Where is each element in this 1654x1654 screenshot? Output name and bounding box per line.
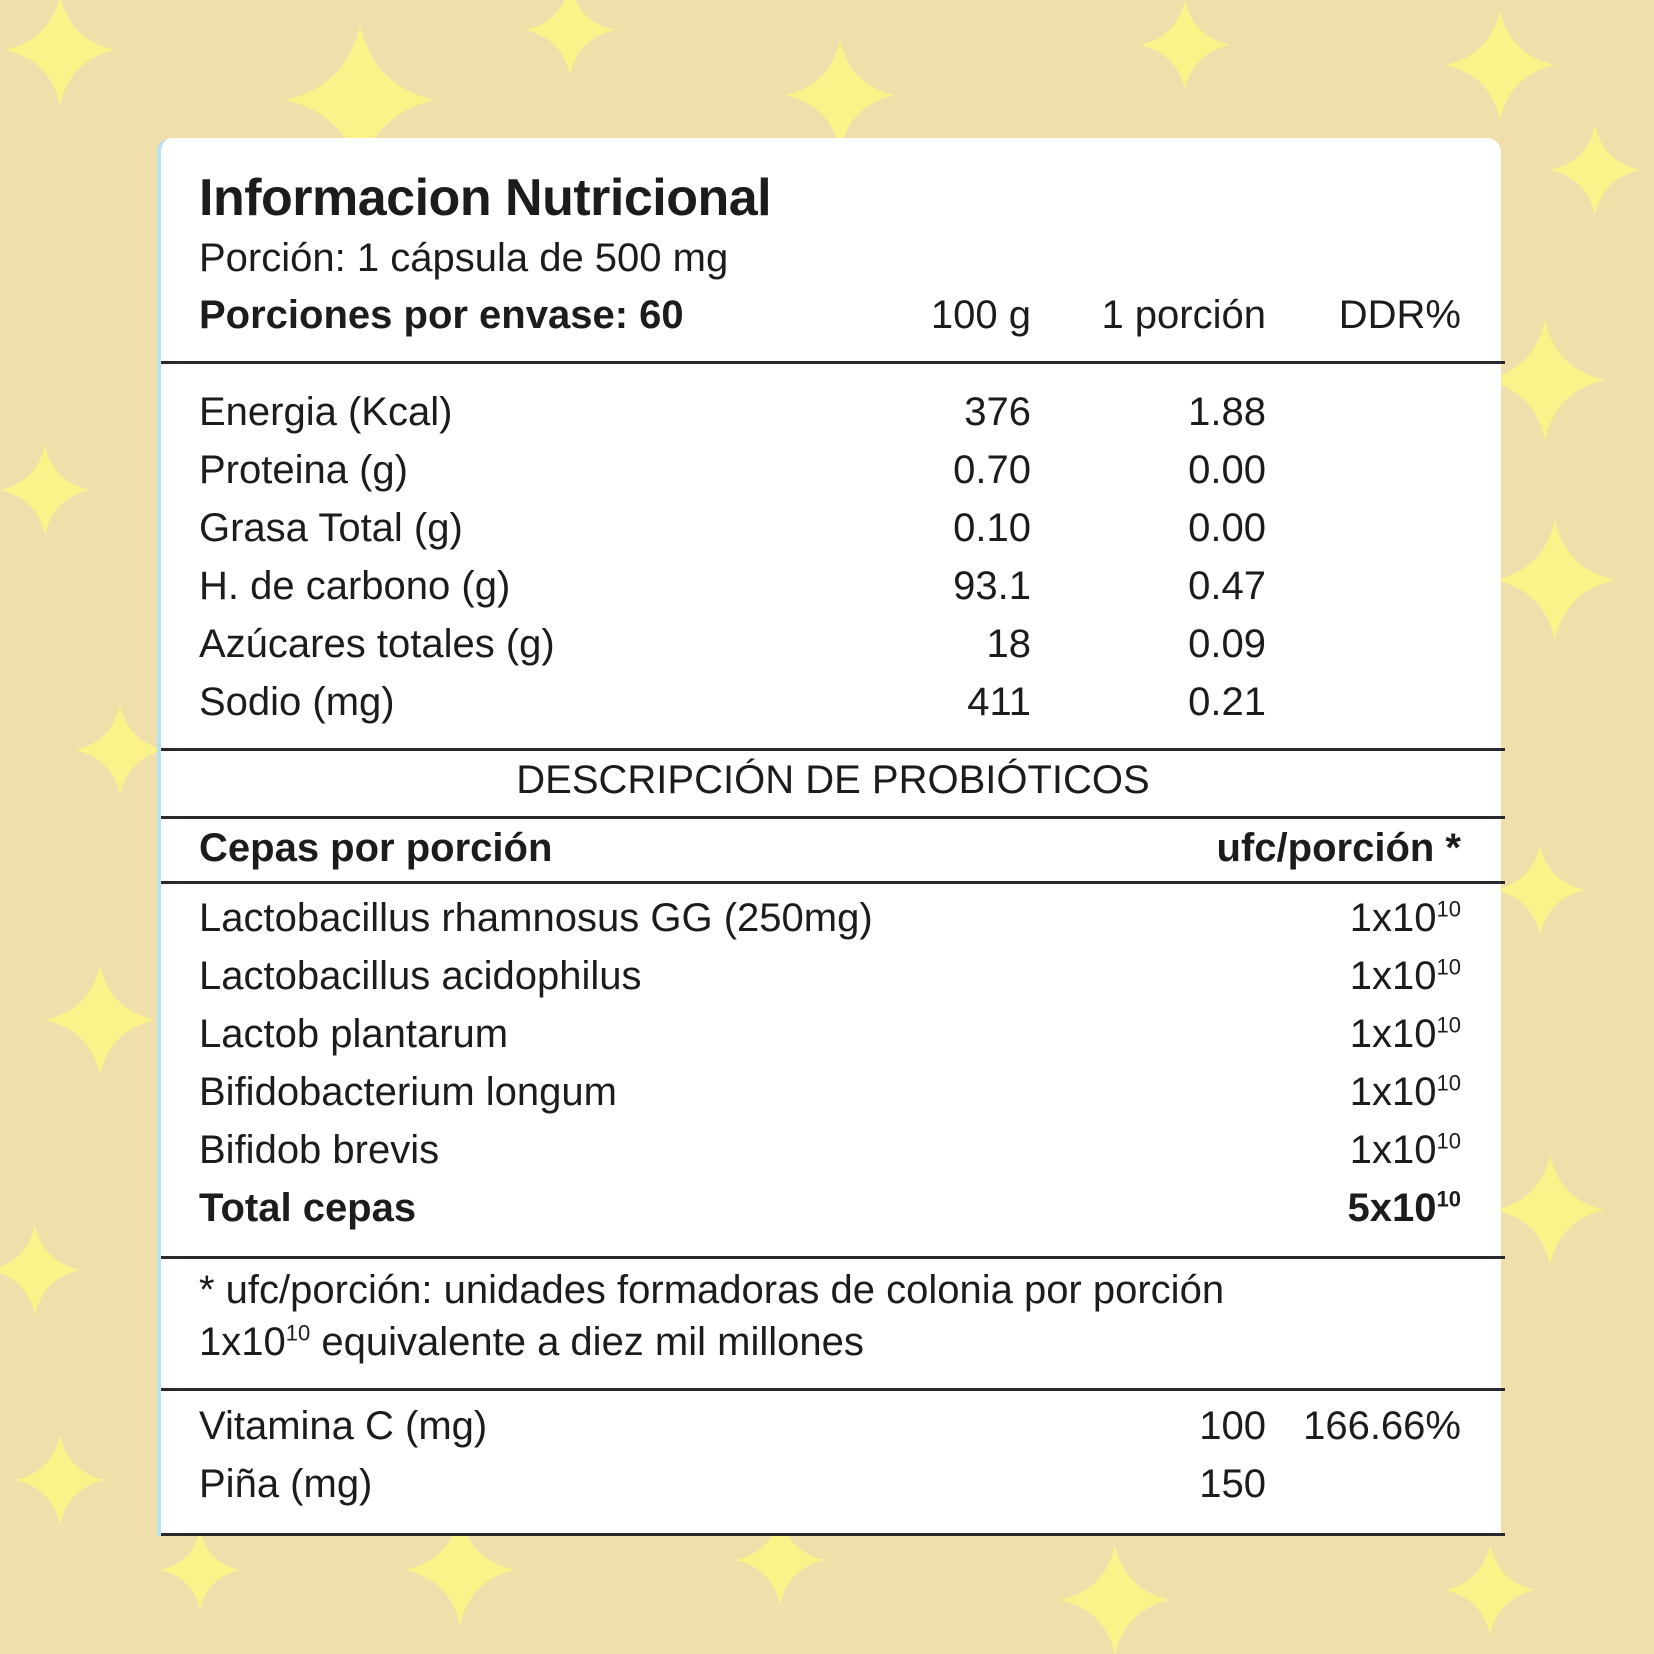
sparkle-icon xyxy=(1140,0,1230,90)
row-label-sugars: Azúcares totales (g) xyxy=(199,622,555,666)
sparkle-icon xyxy=(0,445,90,535)
total-strains-label: Total cepas xyxy=(199,1186,417,1230)
sparkle-icon xyxy=(75,705,165,795)
sparkle-icon xyxy=(1060,1545,1170,1654)
sparkle-icon xyxy=(0,1225,80,1315)
nutrition-title: Informacion Nutricional xyxy=(199,169,772,227)
row-100g-energy: 376 xyxy=(964,390,1031,434)
column-header-ddr: DDR% xyxy=(1338,293,1461,337)
strain-label: Lactobacillus rhamnosus GG (250mg) xyxy=(199,896,873,940)
sparkle-icon xyxy=(1550,125,1640,215)
strain-value: $1x10^{10}$ xyxy=(1349,1070,1461,1114)
sparkle-icon xyxy=(1495,845,1585,935)
probiotics-heading: DESCRIPCIÓN DE PROBIÓTICOS xyxy=(516,758,1150,802)
divider xyxy=(161,1533,1505,1536)
row-label-sodium: Sodio (mg) xyxy=(199,680,395,724)
extra-portion-vitamin-c: 100 xyxy=(1199,1404,1266,1448)
column-header-portion: 1 porción xyxy=(1101,293,1266,337)
extra-portion-pineapple: 150 xyxy=(1199,1462,1266,1506)
sparkle-icon xyxy=(525,0,615,75)
row-label-carbs: H. de carbono (g) xyxy=(199,564,511,608)
sparkle-icon xyxy=(1495,1155,1605,1265)
sparkle-icon xyxy=(5,0,115,105)
row-portion-sugars: 0.09 xyxy=(1188,622,1266,666)
sparkle-icon xyxy=(160,1530,240,1610)
strain-value: $1x10^{10}$ xyxy=(1349,954,1461,998)
strain-value: $1x10^{10}$ xyxy=(1349,896,1461,940)
extra-label-vitamin-c: Vitamina C (mg) xyxy=(199,1404,488,1448)
row-100g-carbs: 93.1 xyxy=(953,564,1031,608)
total-strains-value: $5x10^{10}$ xyxy=(1347,1186,1461,1230)
sparkle-icon xyxy=(785,40,895,150)
row-portion-carbs: 0.47 xyxy=(1188,564,1266,608)
strain-label: Lactobacillus acidophilus xyxy=(199,954,642,998)
sparkle-icon xyxy=(1445,1545,1535,1635)
servings-per-container: Porciones por envase: 60 xyxy=(199,293,684,337)
row-100g-sodium: 411 xyxy=(967,680,1031,724)
column-header-100g: 100 g xyxy=(930,293,1031,337)
strains-column-header: Cepas por porción xyxy=(199,826,553,870)
divider xyxy=(161,881,1505,884)
serving-size: Porción: 1 cápsula de 500 mg xyxy=(199,236,729,280)
divider xyxy=(161,1388,1505,1391)
strain-value: $1x10^{10}$ xyxy=(1349,1012,1461,1056)
sparkle-icon xyxy=(1445,10,1555,120)
row-100g-protein: 0.70 xyxy=(953,448,1031,492)
ufc-column-header: ufc/porción * xyxy=(1216,826,1461,870)
sparkle-icon xyxy=(1495,520,1615,640)
strain-label: Bifidob brevis xyxy=(199,1128,440,1172)
row-portion-protein: 0.00 xyxy=(1188,448,1266,492)
row-label-fat: Grasa Total (g) xyxy=(199,506,463,550)
footnote-line-1: * ufc/porción: unidades formadoras de colonia por porción xyxy=(199,1268,1225,1312)
divider xyxy=(161,1256,1505,1259)
strain-label: Lactob plantarum xyxy=(199,1012,509,1056)
row-portion-fat: 0.00 xyxy=(1188,506,1266,550)
divider xyxy=(161,361,1505,364)
strain-value: $1x10^{10}$ xyxy=(1349,1128,1461,1172)
row-label-protein: Proteina (g) xyxy=(199,448,408,492)
row-portion-energy: 1.88 xyxy=(1188,390,1266,434)
sparkle-icon xyxy=(1485,320,1605,440)
row-portion-sodium: 0.21 xyxy=(1188,680,1266,724)
row-100g-fat: 0.10 xyxy=(953,506,1031,550)
sparkle-icon xyxy=(45,965,155,1075)
strain-label: Bifidobacterium longum xyxy=(199,1070,617,1114)
divider xyxy=(161,816,1505,819)
divider xyxy=(161,748,1505,751)
row-100g-sugars: 18 xyxy=(986,622,1031,666)
extra-label-pineapple: Piña (mg) xyxy=(199,1462,373,1506)
extra-ddr-vitamin-c: 166.66% xyxy=(1303,1404,1461,1448)
row-label-energy: Energia (Kcal) xyxy=(199,390,453,434)
sparkle-icon xyxy=(15,1435,105,1525)
nutrition-label-panel xyxy=(157,138,1501,1536)
footnote-line-2: $1x10^{10}$ equivalente a diez mil millones xyxy=(199,1320,864,1364)
